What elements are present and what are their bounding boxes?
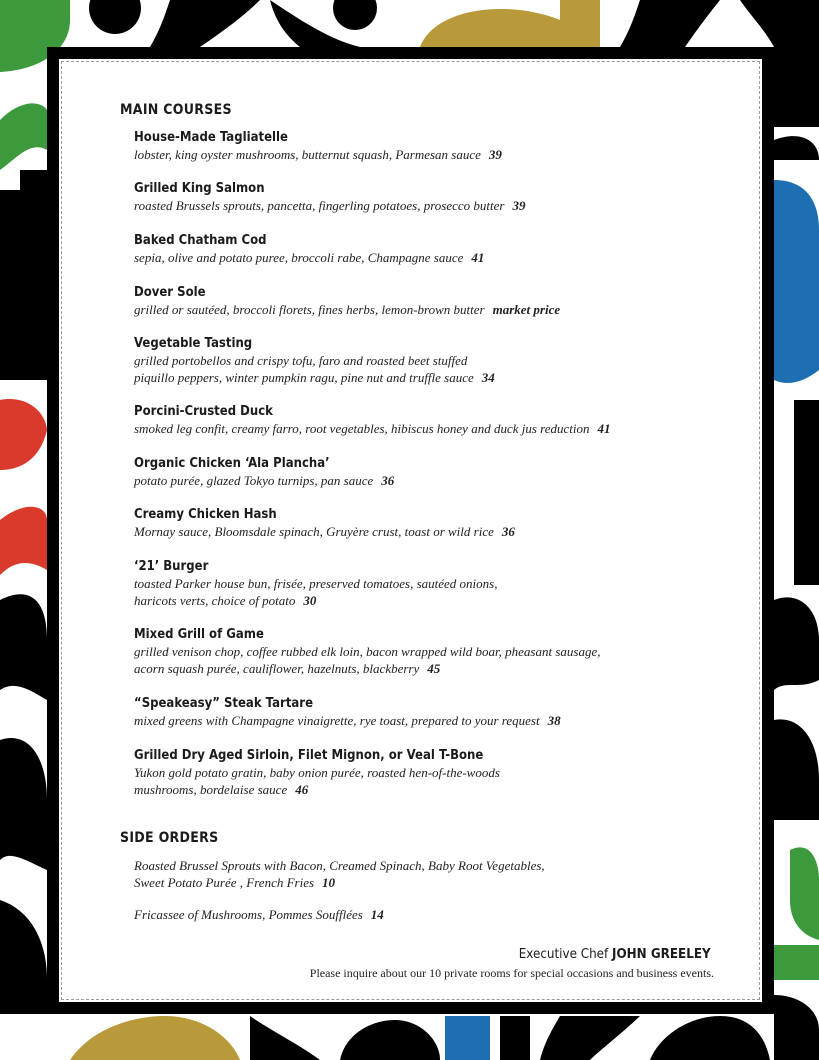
black-curve-right-mid — [774, 719, 819, 820]
side-orders-title: SIDE ORDERS — [120, 830, 219, 846]
item-price: 45 — [427, 661, 441, 676]
black-swash-right — [774, 136, 819, 160]
item-desc: grilled or sautéed, broccoli florets, fines herbs, lemon-brown butter market price — [134, 302, 561, 317]
green-bar-right — [774, 945, 819, 980]
blue-stem-bottom — [445, 1016, 490, 1060]
item-price: 36 — [501, 524, 515, 539]
item-price: 14 — [370, 907, 384, 922]
blue-bowl-right — [774, 180, 819, 383]
menu-item — [134, 558, 734, 609]
private-rooms-note: Please inquire about our 10 private rooms for special occasions and business events. — [309, 966, 714, 980]
item-desc: acorn squash purée, cauliflower, hazelnuts, blackberry 45 — [134, 661, 441, 676]
side-order-item — [134, 857, 734, 891]
chef-prefix: Executive Chef — [519, 947, 613, 962]
red-swash-left — [0, 399, 47, 470]
red-curl-left — [0, 507, 47, 575]
item-price: 10 — [322, 875, 336, 890]
menu-item — [134, 626, 734, 677]
main-courses-title: MAIN COURSES — [120, 102, 232, 118]
item-price: 46 — [295, 782, 309, 797]
black-loop-top-right — [620, 0, 720, 47]
item-name: Baked Chatham Cod — [134, 233, 267, 248]
item-desc: haricots verts, choice of potato 30 — [134, 593, 317, 608]
item-desc: Roasted Brussel Sprouts with Bacon, Creamed Spinach, Baby Root Vegetables, — [134, 858, 545, 873]
menu-item — [134, 506, 734, 540]
side-order-item — [134, 906, 734, 923]
black-ball-bottom — [340, 1020, 440, 1060]
item-desc: potato purée, glazed Tokyo turnips, pan sauce 36 — [134, 473, 395, 488]
gold-stem-top — [560, 0, 600, 47]
black-swash-top — [150, 0, 260, 47]
item-name: Organic Chicken ‘Ala Plancha’ — [134, 456, 330, 471]
item-name: Mixed Grill of Game — [134, 627, 264, 642]
item-desc: Mornay sauce, Bloomsdale spinach, Gruyère crust, toast or wild rice 36 — [134, 524, 515, 539]
black-block-left — [20, 170, 47, 380]
item-desc: grilled venison chop, coffee rubbed elk loin, bacon wrapped wild boar, pheasant sausage, — [134, 644, 601, 659]
item-name: ‘21’ Burger — [134, 559, 209, 574]
menu-item — [134, 695, 734, 729]
item-price: 41 — [471, 250, 485, 265]
menu-item — [134, 284, 734, 318]
gold-glyph-bottom — [70, 1016, 240, 1060]
black-bar-right-top — [774, 47, 819, 127]
item-name: Creamy Chicken Hash — [134, 507, 277, 522]
item-desc: lobster, king oyster mushrooms, butternut squash, Parmesan sauce 39 — [134, 147, 502, 162]
black-curve-left-bottom — [0, 900, 47, 1014]
green-glyph-right — [790, 847, 819, 940]
menu-item — [134, 129, 734, 163]
menu-item — [134, 232, 734, 266]
item-name: Grilled Dry Aged Sirloin, Filet Mignon, or Veal T-Bone — [134, 748, 484, 763]
black-ball-top — [89, 0, 141, 34]
item-desc: smoked leg confit, creamy farro, root vegetables, hibiscus honey and duck jus reduction 41 — [134, 421, 611, 436]
black-curve-bottom-right — [650, 1016, 770, 1060]
item-desc: sepia, olive and potato puree, broccoli rabe, Champagne sauce 41 — [134, 250, 485, 265]
black-swash-left-mid — [0, 594, 47, 700]
item-desc: Sweet Potato Purée , French Fries 10 — [134, 875, 336, 890]
item-name: Dover Sole — [134, 285, 206, 300]
item-price: market price — [492, 302, 561, 317]
chef-name: JOHN GREELEY — [612, 947, 711, 962]
green-swash-left — [0, 103, 47, 170]
black-stem-right — [794, 400, 819, 585]
menu-item — [134, 403, 734, 437]
item-price: 39 — [488, 147, 502, 162]
item-price: 41 — [597, 421, 611, 436]
black-bar-bottom — [500, 1016, 530, 1060]
item-desc: grilled portobellos and crispy tofu, faro and roasted beet stuffed — [134, 353, 468, 368]
item-name: House-Made Tagliatelle — [134, 130, 288, 145]
black-bar-left — [0, 190, 20, 380]
item-desc: Yukon gold potato gratin, baby onion purée, roasted hen-of-the-woods — [134, 765, 500, 780]
item-price: 30 — [303, 593, 317, 608]
black-curve-right-bottom — [774, 995, 819, 1060]
menu-item — [134, 455, 734, 489]
item-desc: mixed greens with Champagne vinaigrette, rye toast, prepared to your request 38 — [134, 713, 561, 728]
item-name: Grilled King Salmon — [134, 181, 265, 196]
item-price: 34 — [481, 370, 495, 385]
menu-item — [134, 335, 734, 386]
item-price: 38 — [547, 713, 561, 728]
item-desc: roasted Brussels sprouts, pancetta, fingerling potatoes, prosecco butter 39 — [134, 198, 526, 213]
black-dot-top — [333, 0, 377, 30]
item-desc: toasted Parker house bun, frisée, preserved tomatoes, sautéed onions, — [134, 576, 498, 591]
item-price: 39 — [512, 198, 526, 213]
black-curl-bottom — [250, 1016, 320, 1060]
executive-chef — [519, 947, 711, 962]
item-name: Vegetable Tasting — [134, 336, 253, 351]
item-name: “Speakeasy” Steak Tartare — [134, 696, 314, 711]
item-price: 36 — [381, 473, 395, 488]
black-swash-bottom-right — [540, 1016, 640, 1060]
item-desc: mushrooms, bordelaise sauce 46 — [134, 782, 309, 797]
black-curve-top-right — [740, 0, 819, 47]
item-desc: piquillo peppers, winter pumpkin ragu, pine nut and truffle sauce 34 — [134, 370, 495, 385]
menu-item — [134, 747, 734, 798]
menu-item — [134, 180, 734, 214]
item-desc: Fricassee of Mushrooms, Pommes Soufflées 14 — [134, 907, 384, 922]
black-drop-left — [0, 738, 47, 870]
black-curl-right — [774, 597, 819, 690]
item-name: Porcini-Crusted Duck — [134, 404, 273, 419]
